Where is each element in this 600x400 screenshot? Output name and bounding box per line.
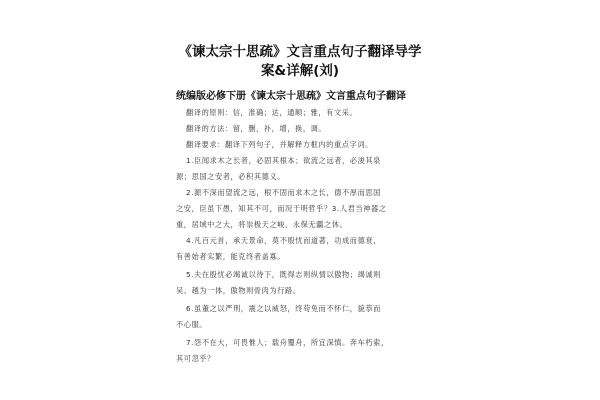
text-line: 源；思国之安者，必积其德义。	[176, 172, 286, 181]
text-line: 6.虽董之以严刑，震之以威怒，终苟免而不怀仁，貌恭而	[186, 304, 381, 313]
text-line: 翻译要求：翻译下列句子，并解释方框内的重点字词。	[186, 140, 373, 149]
text-line: 7.怨不在大，可畏惟人；载舟覆舟，所宜深慎。奔车朽索，	[186, 338, 389, 347]
section-subtitle: 统编版必修下册《谏太宗十思疏》文言重点句子翻译	[176, 91, 406, 102]
document-title-line-1: 《谏太宗十思疏》文言重点句子翻译导学	[178, 44, 422, 60]
text-line: 不心服。	[176, 320, 208, 329]
text-line: 吴、越为一体，傲物则骨肉为行路。	[176, 286, 301, 295]
text-line: 2.源不深而望流之远，根不固而求木之长，德不厚而思国	[186, 188, 381, 197]
text-line: 其可忽乎？	[176, 354, 215, 363]
text-line: 5.夫在殷忧必竭诚以待下，既得志则纵情以傲物；竭诚则	[186, 270, 381, 279]
text-line: 翻译的原则：信，准确；达，通顺；雅，有文采。	[186, 108, 358, 117]
document-title-line-2: 案&详解(刘)	[260, 63, 340, 79]
text-line: 4.凡百元首，承天景命，莫不殷忧而道著，功成而德衰，	[186, 236, 381, 245]
text-line: 之安，臣虽下愚，知其不可，而况于明哲乎？3.人君当神器之	[176, 204, 387, 213]
text-line: 重，居域中之大，将崇极天之峻，永保无疆之休。	[176, 220, 348, 229]
text-line: 翻译的方法：留，删，补，增，换，调。	[186, 124, 327, 133]
text-line: 有善始者实繁，能克终者盖寡。	[176, 252, 286, 261]
text-line: 1.臣闻求木之长者，必固其根本；欲流之远者，必浚其泉	[186, 156, 381, 165]
